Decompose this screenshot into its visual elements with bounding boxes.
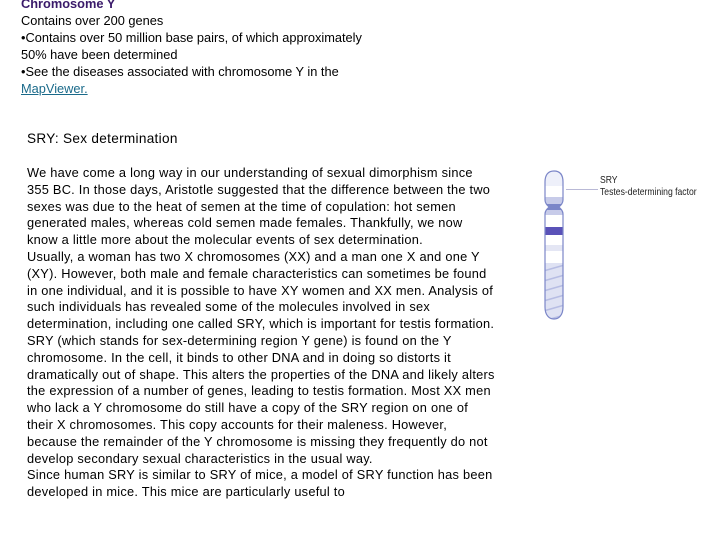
- mapviewer-link[interactable]: MapViewer.: [21, 81, 88, 96]
- summary-line: •Contains over 50 million base pairs, of which approximately: [21, 30, 362, 45]
- section-heading: SRY: Sex determination: [27, 131, 178, 146]
- summary-line: 50% have been determined: [21, 47, 178, 62]
- chromosome-band: [543, 245, 565, 251]
- label-leader-line: [566, 189, 598, 190]
- gene-symbol: SRY: [600, 174, 618, 186]
- centromere-band: [543, 204, 565, 210]
- chromosome-band: [543, 170, 565, 186]
- paragraph: SRY (which stands for sex-determining region Y gene) is found on the Y chromosome. In the cell, it binds to other DNA and in doing so distorts it dramatically out of shape. This alters the properties of the DNA and likely alters the expression of a number of genes, leading to testis formation. Most XX men who lack a Y chromosome do still have a copy of the SRY region on one of their X chromosomes. This copy accounts for their maleness. However, because the remainder of the Y chromosome is missing they frequently do not develop secondary sexual characteristics in the usual way.: [27, 332, 495, 466]
- chromosome-y-diagram: [543, 170, 565, 320]
- summary-line: •See the diseases associated with chromosome Y in the: [21, 64, 339, 79]
- chromosome-summary: [21, 0, 441, 97]
- gene-label: [600, 175, 697, 198]
- summary-title: Chromosome Y: [21, 0, 116, 11]
- chromosome-band: [543, 227, 565, 235]
- heterochromatin-region: [543, 263, 565, 320]
- paragraph: We have come a long way in our understanding of sexual dimorphism since 355 BC. In those days, Aristotle suggested that the difference between the two sexes was due to the heat of semen at the time of copulation: hot semen generated males, whereas cold semen made females. Thankfully, we now know a little more about the molecular events of sex determination.: [27, 165, 491, 248]
- summary-line: Contains over 200 genes: [21, 13, 164, 28]
- paragraph: Since human SRY is similar to SRY of mice, a model of SRY function has been developed in mice. This mice are particularly useful to: [27, 467, 493, 500]
- article-body: [27, 165, 497, 501]
- paragraph: Usually, a woman has two X chromosomes (XX) and a man one X and one Y (XY). However, both male and female characteristics can sometimes be found in one individual, and it is possible to have XY women and XX men. Analysis of such individuals has revealed some of the molecules involved in sex determination, including one called SRY, which is important for testis formation.: [27, 248, 495, 332]
- gene-description: Testes-determining factor: [600, 185, 697, 198]
